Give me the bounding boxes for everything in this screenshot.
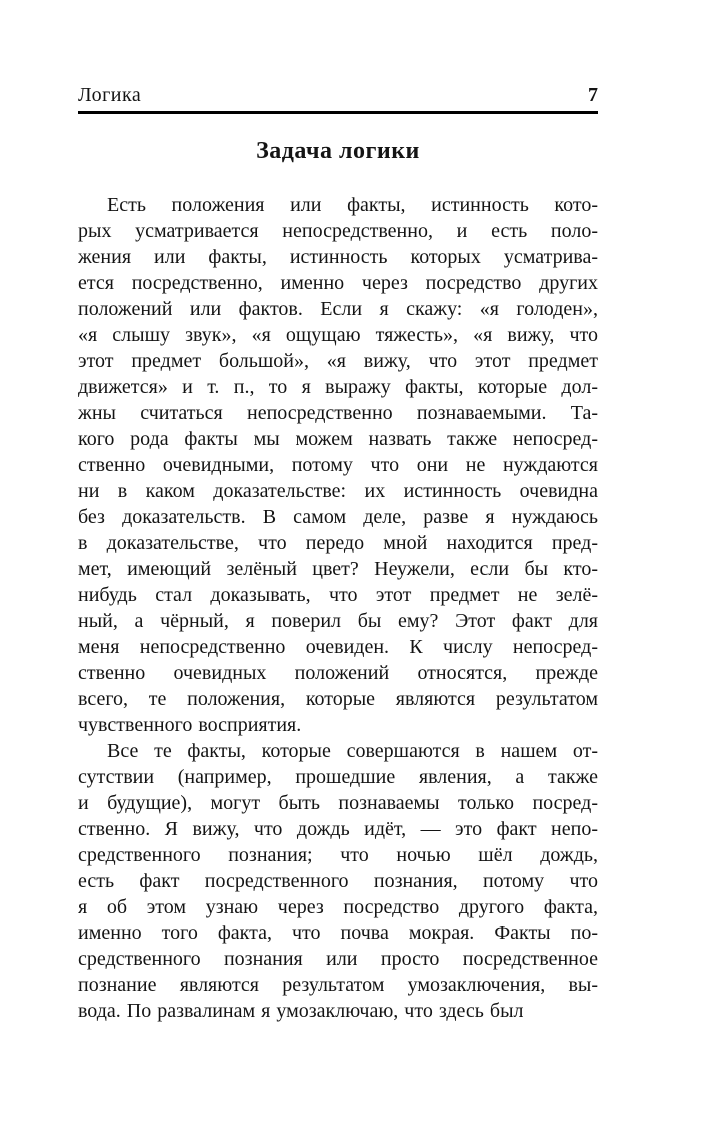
text-line: именно того факта, что почва мокрая. Факты по- bbox=[78, 922, 598, 944]
text-line: кого рода факты мы можем назвать также непосред- bbox=[78, 428, 598, 450]
text-line: чувственного восприятия. bbox=[78, 714, 302, 736]
text-line: Есть положения или факты, истинность кото- bbox=[107, 194, 598, 216]
page-content bbox=[78, 84, 598, 1024]
text-line: вода. По развалинам я умозаключаю, что здесь был bbox=[78, 1000, 524, 1022]
text-line: Все те факты, которые совершаются в нашем от- bbox=[107, 740, 598, 762]
text-line: я об этом узнаю через посредство другого факта, bbox=[78, 896, 598, 918]
text-line: в доказательстве, что передо мной находится пред- bbox=[78, 532, 598, 554]
text-line: движется» и т. п., то я выражу факты, которые дол- bbox=[78, 376, 598, 398]
text-line: жения или факты, истинность которых усматрива- bbox=[78, 246, 598, 268]
text-line: мет, имеющий зелёный цвет? Неужели, если бы кто- bbox=[78, 558, 598, 580]
text-line: ни в каком доказательстве: их истинность очевидна bbox=[78, 480, 598, 502]
text-line: жны считаться непосредственно познаваемыми. Та- bbox=[78, 402, 598, 424]
body-text bbox=[78, 192, 598, 1024]
text-line: всего, те положения, которые являются результатом bbox=[78, 688, 598, 710]
page-number: 7 bbox=[588, 84, 598, 106]
text-line: «я слышу звук», «я ощущаю тяжесть», «я вижу, что bbox=[78, 324, 598, 346]
text-line: рых усматривается непосредственно, и есть поло- bbox=[78, 220, 598, 242]
text-line: познание являются результатом умозаключения, вы- bbox=[78, 974, 598, 996]
page-header bbox=[78, 84, 598, 111]
text-line: ственно очевидных положений относятся, прежде bbox=[78, 662, 598, 684]
text-line: без доказательств. В самом деле, разве я нуждаюсь bbox=[78, 506, 598, 528]
text-line: и будущие), могут быть познаваемы только посред- bbox=[78, 792, 598, 814]
text-line: этот предмет большой», «я вижу, что этот предмет bbox=[78, 350, 598, 372]
text-line: нибудь стал доказывать, что этот предмет не зелё- bbox=[78, 584, 598, 606]
text-line: ственно. Я вижу, что дождь идёт, — это факт непо- bbox=[78, 818, 598, 840]
text-line: есть факт посредственного познания, потому что bbox=[78, 870, 598, 892]
text-line: сутствии (например, прошедшие явления, а также bbox=[78, 766, 598, 788]
text-line: средственного познания или просто посредственное bbox=[78, 948, 598, 970]
text-line: ный, а чёрный, я поверил бы ему? Этот факт для bbox=[78, 610, 598, 632]
text-line: ственно очевидными, потому что они не нуждаются bbox=[78, 454, 598, 476]
text-line: положений или фактов. Если я скажу: «я голоден», bbox=[78, 298, 598, 320]
chapter-title: Задача логики bbox=[256, 138, 420, 164]
text-line: средственного познания; что ночью шёл дождь, bbox=[78, 844, 598, 866]
paragraph bbox=[78, 738, 598, 1024]
text-line: меня непосредственно очевиден. К числу непосред- bbox=[78, 636, 598, 658]
header-rule bbox=[78, 111, 598, 114]
text-line: ется посредственно, именно через посредство других bbox=[78, 272, 598, 294]
paragraph bbox=[78, 192, 598, 738]
running-title: Логика bbox=[78, 84, 142, 106]
